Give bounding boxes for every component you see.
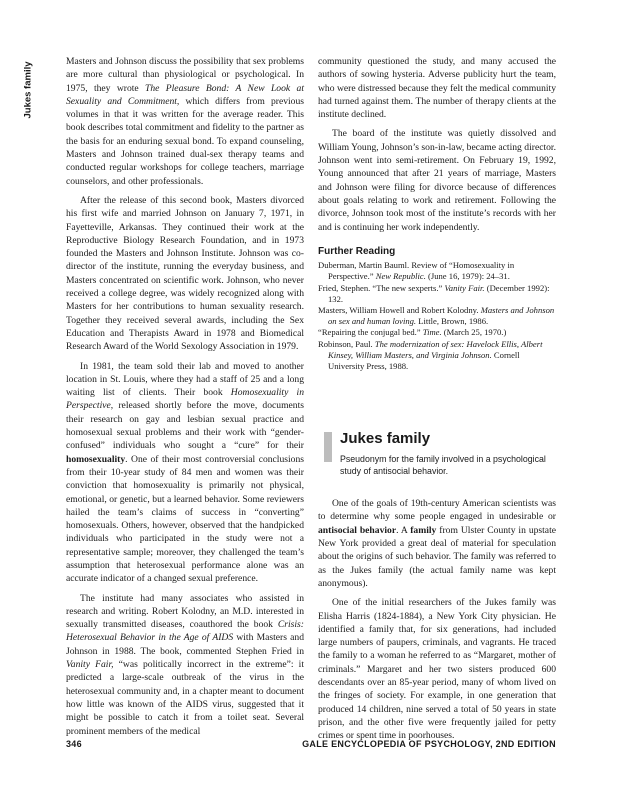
paragraph: Masters and Johnson discuss the possibility that sex problems are more cultural than physiological or psychological. In 1975, they wrote The Pleasure Bond: A New Look at Sexuality and Commitment, which differs from previous volumes in that it was written for the average reader. This book describes total commitment and fidelity to the partner as the basis for an enduring sexual bond. To expand counseling, Masters and Johnson trained dual-sex therapy teams and conducted regular workshops for college teachers, marriage counselors, and other professionals. — [66, 56, 305, 187]
paragraph: In 1981, the team sold their lab and moved to another location in St. Louis, where they had a staff of 25 and a long waiting list of clients. Their book Homosexuality in Perspective, released shortly before the move, documents their research on gay and lesbian sexual practice and homosexual sexual problems and their work with “gender-confused” individuals who sought a “cure” for their homosexuality. One of their most controversial conclusions from their 10-year study of 84 men and women was their conviction that homosexuality is primarily not physical, emotional, or genetic, but a learned behavior. Some reviewers hailed the team’s claims of success in “converting” homosexuals. Others, however, observed that the handpicked individuals who participated in the study were not a representative sample; moreover, they challenged the team’s assumption that heterosexual performance alone was an accurate indicator of a changed sexual preference. — [66, 360, 304, 585]
entry-header — [318, 430, 556, 477]
further-reading-heading: Further Reading — [318, 245, 396, 257]
reference: Fried, Stephen. “The new sexperts.” Vanity Fair. (December 1992): 132. — [318, 282, 550, 304]
magazine-title: Vanity Fair, — [66, 659, 114, 671]
book-title: Homosexuality in Perspective, — [66, 387, 304, 412]
entry-marker-bar — [324, 432, 332, 462]
reference: “Repairing the conjugal bed.” Time. (March 25, 1970.) — [318, 327, 507, 338]
paragraph: The institute had many associates who assisted in research and writing. Robert Kolodny, an M.D. interested in sexually transmitted diseases, coauthored the book Crisis: Heterosexual Behavior in the Age of AIDS with Masters and Johnson in 1988. The book, commented Stephen Fried in Vanity Fair, “was politically incorrect in the extreme”: it predicted a large-scale outbreak of the virus in the heterosexual community and, in a chapter meant to document how little was known of the AIDS virus, suggested that it might be possible to catch it from a toilet seat. Several prominent members of the medical — [66, 592, 304, 737]
cross-reference: homosexuality — [66, 453, 126, 465]
paragraph: community questioned the study, and many accused the authors of sowing hysteria. Adverse publicity hurt the team, who were distressed because they felt the medical community had turned against them. The number of therapy clients at the institute declined. — [318, 56, 556, 121]
publication-title: GALE ENCYCLOPEDIA OF PSYCHOLOGY, 2ND EDITION — [302, 739, 556, 749]
cross-reference: family — [410, 524, 437, 536]
paragraph: One of the initial researchers of the Jukes family was Elisha Harris (1824-1884), a New York City physician. He identified a family that, for six generations, had included large numbers of paupers, criminals, and vagrants. He traced the family to a woman he referred to as “Margaret, mother of criminals.” Margaret and her two sisters produced 600 descendants over an 85-year period, many of whom lived on the fringes of society. For example, in one generation that produced 14 children, nine served a total of 50 years in state prison, and the other five were frequently jailed for petty crimes or spent time in poorhouses. — [318, 597, 556, 742]
cross-reference: antisocial behavior — [318, 524, 397, 536]
paragraph: One of the goals of 19th-century American scientists was to determine why some people engaged in undesirable or antisocial behavior. A family from Ulster County in upstate New York provided a great deal of material for speculation about the origins of such behavior. The family was referred to as the Jukes family (the actual family name was kept anonymous). — [318, 498, 556, 589]
side-tab — [18, 55, 38, 125]
reference: Masters, William Howell and Robert Kolodny. Masters and Johnson on sex and human loving. Little, Brown, 1986. — [318, 304, 555, 327]
left-column — [66, 55, 304, 738]
reference: Duberman, Martin Bauml. Review of “Homosexuality in Perspective.” New Republic. (June 16, 1979): 24–31. — [318, 260, 515, 282]
reference: Robinson, Paul. The modernization of sex: Havelock Ellis, Albert Kinsey, William Masters, and Virginia Johnson. Cornell University Press, 1988. — [318, 338, 543, 371]
right-column — [318, 55, 556, 743]
paragraph: After the release of this second book, Masters divorced his first wife and married Johnson on January 7, 1971, in Fayetteville, Arkansas. They continued their work at the Reproductive Biology Research Foundation, and in 1973 founded the Masters and Johnson Institute. Johnson was co-director of the institute, running the everyday business, and Masters concentrated on scientific work. Johnson, who never received a college degree, was widely recognized along with Masters for her contributions to human sexuality research. Together they received several awards, including the Sex Education and Therapists Award in 1978 and Biomedical Research Award of the World Sexology Association in 1979. — [66, 194, 304, 353]
book-title: The Pleasure Bond: A New Look at Sexuality and Commitment, — [66, 82, 304, 107]
side-tab-label: Jukes family — [22, 61, 34, 119]
book-title: Crisis: Heterosexual Behavior in the Age of AIDS — [66, 619, 304, 644]
paragraph: The board of the institute was quietly dissolved and William Young, Johnson’s son-in-law, became acting director. Johnson went into semi-retirement. On February 19, 1992, Young announced that after 21 years of marriage, Masters and Johnson were filing for divorce because of differences about goals relating to work and retirement. Following the divorce, Johnson took most of the institute’s records with her and is continuing her work independently. — [318, 128, 556, 233]
page-number: 346 — [66, 739, 82, 749]
entry-title: Jukes family — [340, 430, 431, 448]
entry-definition: Pseudonym for the family involved in a psychological study of antisocial behavior. — [340, 454, 546, 476]
